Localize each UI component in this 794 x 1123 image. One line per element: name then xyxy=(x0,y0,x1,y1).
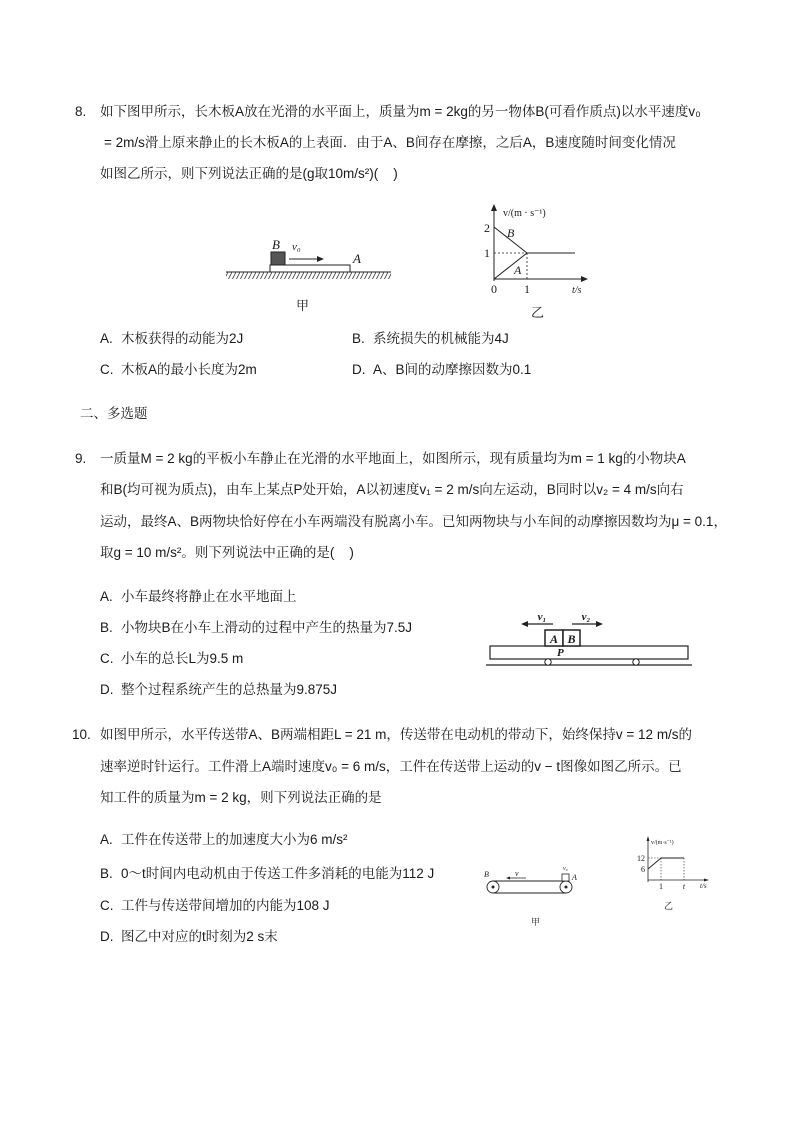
v1-label: v₁ xyxy=(537,611,547,623)
arrow-head-icon xyxy=(506,877,510,880)
y-axis-label: v/(m·s⁻¹) xyxy=(651,840,674,846)
option-d-text: 图乙中对应的t时刻为2 s末 xyxy=(121,929,278,944)
q10-figure-yi xyxy=(637,836,709,911)
y-axis-label: v/(m · s⁻¹) xyxy=(503,208,546,219)
v2-label: v₂ xyxy=(581,611,591,623)
block-b-label: B xyxy=(567,632,576,646)
pulley-axle-icon xyxy=(565,886,568,889)
wheel-icon xyxy=(545,659,551,665)
y-tick-label: 12 xyxy=(637,854,645,863)
question-text-line: 知工件的质量为m = 2 kg，则下列说法正确的是 xyxy=(100,790,382,805)
question-number: 8. xyxy=(75,104,87,119)
label-a: A xyxy=(572,873,577,882)
option-a-text: 木板获得的动能为2J xyxy=(121,331,244,346)
question-text-line: 一质量M = 2 kg的平板小车静止在光滑的水平地面上，如图所示，现有质量均为m = 1 kg的小物块A xyxy=(100,451,686,466)
question-number: 9. xyxy=(75,451,87,466)
label-v: v xyxy=(515,869,519,878)
option-c-text: 小车的总长L为9.5 m xyxy=(121,651,244,666)
arrow-head-icon xyxy=(491,204,497,211)
x-tick-label: 1 xyxy=(524,282,530,296)
series-label-a: A xyxy=(514,263,522,277)
arrow-head-icon xyxy=(596,621,603,627)
option-d-label: D. xyxy=(100,929,114,944)
question-text-line: 取g = 10 m/s²。则下列说法中正确的是( ) xyxy=(100,545,354,560)
option-d-label: D. xyxy=(100,682,114,697)
x-tick-label: 0 xyxy=(491,282,497,296)
wheel-icon xyxy=(633,659,639,665)
y-tick-label: 2 xyxy=(484,221,490,235)
option-c-text: 工件与传送带间增加的内能为108 J xyxy=(121,898,330,913)
q10-figure-jia xyxy=(484,866,577,927)
question-text-line: 运动，最终A、B两物块恰好停在小车两端没有脱离小车。已知两物块与小车间的动摩擦因数均为μ = 0.1， xyxy=(100,514,727,529)
option-d-text: 整个过程系统产生的总热量为9.875J xyxy=(121,682,338,697)
option-c-label: C. xyxy=(100,362,114,377)
question-text-line: 如下图甲所示，长木板A放在光滑的水平面上，质量为m = 2kg的另一物体B(可看作质点)以水平速度v₀ xyxy=(100,104,701,119)
figure-caption: 甲 xyxy=(531,917,541,927)
figure-caption: 乙 xyxy=(664,901,674,911)
y-tick-label: 1 xyxy=(484,246,490,260)
option-a-text: 小车最终将静止在水平地面上 xyxy=(121,589,297,604)
option-a-text: 工件在传送带上的加速度大小为6 m/s² xyxy=(121,832,348,847)
option-a-label: A. xyxy=(100,589,113,604)
option-b-label: B. xyxy=(100,620,113,635)
block-b xyxy=(271,252,285,265)
block-a-label: A xyxy=(549,632,559,646)
cart-board xyxy=(490,646,688,659)
pulley-axle-icon xyxy=(492,886,495,889)
label-v0: v₀ xyxy=(563,866,568,872)
figure-caption: 甲 xyxy=(296,298,310,313)
question-text-line: 如图乙所示，则下列说法正确的是(g取10m/s²)( ) xyxy=(100,166,398,181)
option-b-text: 系统损失的机械能为4J xyxy=(373,331,509,346)
ground-hatching xyxy=(226,272,391,279)
question-text-line: = 2m/s滑上原来静止的长木板A的上表面．由于A、B间存在摩擦，之后A，B速度随时间变化情况 xyxy=(104,135,676,150)
question-text-line: 和B(均可视为质点)，由车上某点P处开始，A以初速度v₁ = 2 m/s向左运动，B同时以v₂ = 4 m/s向右 xyxy=(100,482,684,497)
section-title: 二、多选题 xyxy=(80,406,148,421)
question-text-line: 速率逆时针运行。工件滑上A端时速度v₀ = 6 m/s，工件在传送带上运动的v − t图像如图乙所示。已 xyxy=(100,759,682,774)
plank-a xyxy=(270,265,350,272)
label-b: B xyxy=(484,870,489,879)
velocity-line xyxy=(648,858,661,869)
option-b-text: 0～t时间内电动机由于传送工件多消耗的电能为112 J xyxy=(121,866,435,881)
option-a-label: A. xyxy=(100,832,113,847)
arrow-head-icon xyxy=(647,836,650,841)
option-b-label: B. xyxy=(100,866,113,881)
label-v0: v₀ xyxy=(292,241,301,253)
option-d-text: A、B间的动摩擦因数为0.1 xyxy=(373,362,532,377)
arrow-head-icon xyxy=(317,256,324,262)
series-label-b: B xyxy=(507,226,515,240)
q9-figure xyxy=(486,611,692,665)
question-number: 10. xyxy=(72,727,91,742)
workpiece xyxy=(562,874,569,881)
x-tick-label: 1 xyxy=(659,882,663,891)
figure-caption: 乙 xyxy=(531,305,545,320)
option-b-label: B. xyxy=(352,331,365,346)
option-a-label: A. xyxy=(100,331,113,346)
option-d-label: D. xyxy=(352,362,366,377)
option-c-label: C. xyxy=(100,651,114,666)
point-p-label: P xyxy=(557,647,564,659)
q8-figure-yi xyxy=(484,204,588,320)
arrow-head-icon xyxy=(581,276,588,282)
x-axis-label: t/s xyxy=(700,882,707,890)
x-tick-label: t xyxy=(682,882,686,891)
arrow-head-icon xyxy=(521,621,528,627)
option-b-text: 小物块B在小车上滑动的过程中产生的热量为7.5J xyxy=(121,620,413,635)
x-axis-label: t/s xyxy=(572,285,582,296)
line-a xyxy=(494,253,527,279)
question-text-line: 如图甲所示，水平传送带A、B两端相距L = 21 m，传送带在电动机的带动下，始终保持v = 12 m/s的 xyxy=(100,727,693,742)
label-b: B xyxy=(272,237,280,252)
option-c-label: C. xyxy=(100,898,114,913)
option-c-text: 木板A的最小长度为2m xyxy=(121,362,257,377)
y-tick-label: 6 xyxy=(641,865,645,874)
q8-figure-jia xyxy=(226,237,391,313)
label-a: A xyxy=(353,251,361,266)
